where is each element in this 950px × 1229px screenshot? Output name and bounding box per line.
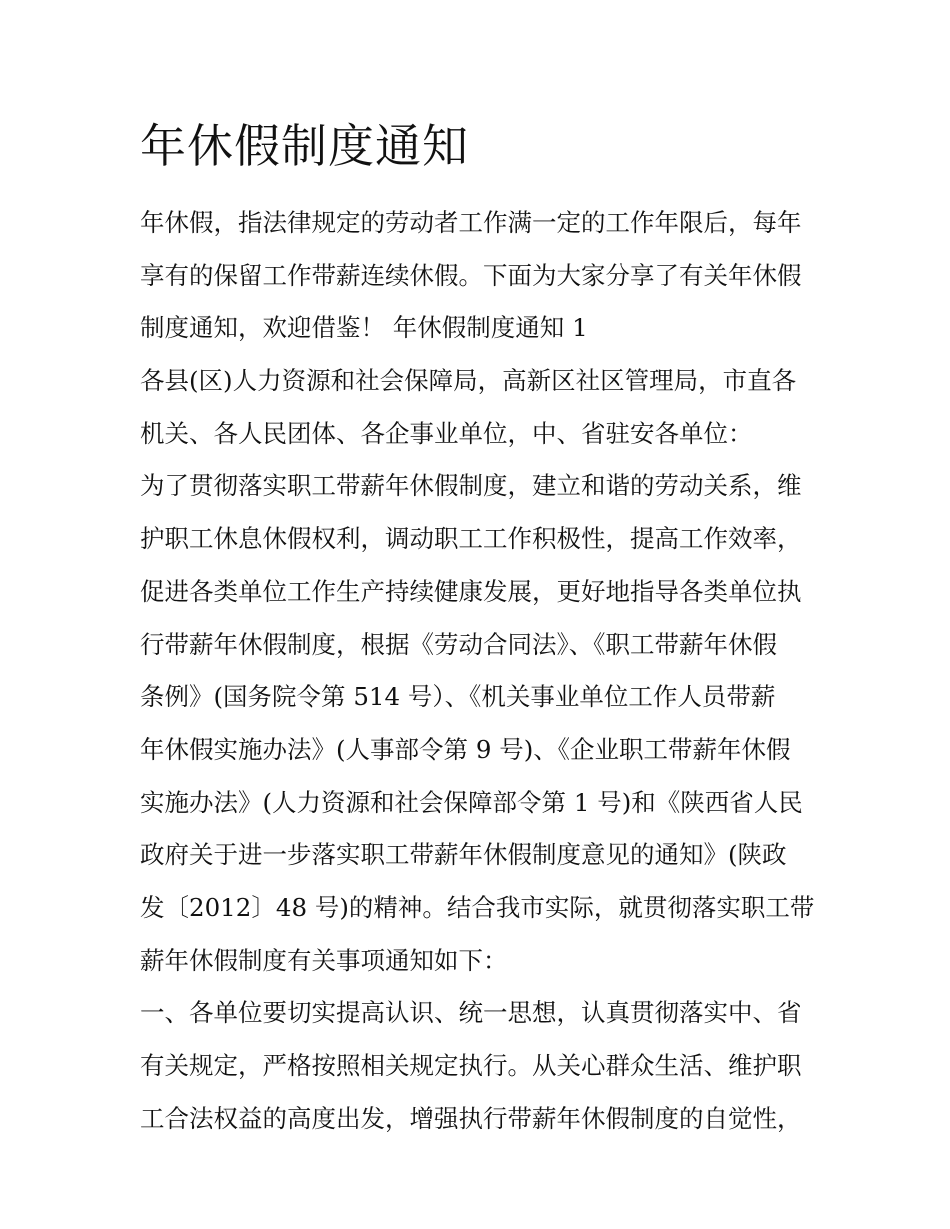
body-line: 享有的保留工作带薪连续休假。下面为大家分享了有关年休假: [140, 260, 802, 290]
body-line: 为了贯彻落实职工带薪年休假制度，建立和谐的劳动关系，维: [140, 471, 802, 501]
body-line: 实施办法》(人力资源和社会保障部令第 1 号)和《陕西省人民: [140, 787, 803, 817]
body-line: 各县(区)人力资源和社会保障局，高新区社区管理局，市直各: [140, 366, 797, 396]
body-line: 条例》(国务院令第 514 号）、《机关事业单位工作人员带薪: [140, 682, 776, 712]
document-title: 年休假制度通知: [140, 119, 469, 173]
body-line: 年休假实施办法》(人事部令第 9 号)、《企业职工带薪年休假: [140, 734, 791, 764]
body-line: 工合法权益的高度出发，增强执行带薪年休假制度的自觉性，: [140, 1103, 802, 1133]
body-line: 机关、各人民团体、各企事业单位，中、省驻安各单位：: [140, 418, 753, 448]
body-line: 一、各单位要切实提高认识、统一思想，认真贯彻落实中、省: [140, 998, 802, 1028]
body-line: 有关规定，严格按照相关规定执行。从关心群众生活、维护职: [140, 1051, 802, 1080]
body-line: 发〔2012〕48 号)的精神。结合我市实际，就贯彻落实职工带: [140, 892, 815, 922]
body-line: 政府关于进一步落实职工带薪年休假制度意见的通知》(陕政: [140, 840, 787, 870]
body-line: 薪年休假制度有关事项通知如下：: [140, 945, 508, 975]
body-line: 制度通知，欢迎借鉴！ 年休假制度通知 1: [140, 313, 588, 343]
body-line: 促进各类单位工作生产持续健康发展，更好地指导各类单位执: [140, 576, 802, 606]
document-body: [140, 200, 830, 1148]
body-line: 年休假，指法律规定的劳动者工作满一定的工作年限后，每年: [140, 208, 802, 237]
body-line: 行带薪年休假制度，根据《劳动合同法》、《职工带薪年休假: [140, 629, 777, 659]
body-line: 护职工休息休假权利，调动职工工作积极性，提高工作效率，: [140, 524, 802, 554]
